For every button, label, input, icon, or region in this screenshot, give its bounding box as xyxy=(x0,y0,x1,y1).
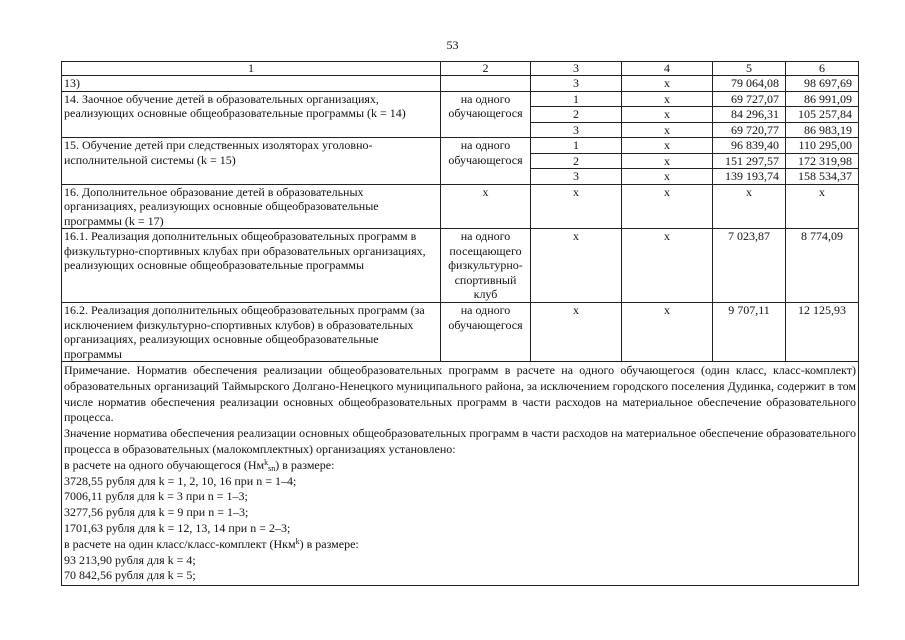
row-value-5: 79 064,08 xyxy=(713,76,786,92)
row-group: 2 xyxy=(531,153,622,169)
note-line: 3277,56 рубля для k = 9 при n = 1–3; xyxy=(64,505,249,520)
row-value-6: 12 125,93 xyxy=(786,303,859,362)
row-group: 1 xyxy=(531,138,622,154)
standards-table xyxy=(61,61,859,586)
note-row xyxy=(62,362,859,586)
row-value-5: 139 193,74 xyxy=(713,169,786,185)
row-col4: x xyxy=(622,229,713,303)
row-col4: x xyxy=(622,76,713,92)
column-header-1: 1 xyxy=(62,62,441,76)
note-line: 3728,55 рубля для k = 1, 2, 10, 16 при n = 1–4; xyxy=(64,473,297,488)
page-number: 53 xyxy=(446,38,459,52)
row-col4: x xyxy=(622,303,713,362)
row-label: 15. Обучение детей при следственных изоляторах уголовно-исполнительной системы (k = 15) xyxy=(62,138,441,185)
note-line: 93 213,90 рубля для k = 4; xyxy=(64,552,196,567)
column-header-5: 5 xyxy=(713,62,786,76)
row-value-6: 158 534,37 xyxy=(786,169,859,185)
note-line: 70 842,56 рубля для k = 5; xyxy=(64,568,196,583)
column-header-2: 2 xyxy=(441,62,531,76)
row-label: 16.1. Реализация дополнительных общеобразовательных программ в физкультурно-спортивных клубах при образовательных организациях, реализующих основные общеобразовательные программы xyxy=(62,229,441,303)
row-label: 16.2. Реализация дополнительных общеобразовательных программ (за исключением физкультурно-спортивных клубов) в образовательных организациях, реализующих основные общеобразовательные программы xyxy=(62,303,441,362)
row-value-5: 7 023,87 xyxy=(713,229,786,303)
note-per-student-heading xyxy=(64,458,856,474)
row-col4: x xyxy=(622,122,713,138)
row-value-5: x xyxy=(713,184,786,229)
row-group: 3 xyxy=(531,76,622,92)
note-per-class-sup: k xyxy=(295,536,300,546)
table-row xyxy=(62,184,859,229)
row-label: 14. Заочное обучение детей в образовательных организациях, реализующих основные общеобразовательные программы (k = 14) xyxy=(62,91,441,138)
row-value-6: 8 774,09 xyxy=(786,229,859,303)
note-per-class-prefix: в расчете на один класс/класс-комплект (Нкм xyxy=(64,536,296,551)
row-value-6: 105 257,84 xyxy=(786,107,859,123)
row-unit xyxy=(441,76,531,92)
row-col4: x xyxy=(622,91,713,107)
row-group: 1 xyxy=(531,91,622,107)
row-value-5: 69 727,07 xyxy=(713,91,786,107)
row-group: 3 xyxy=(531,122,622,138)
row-col4: x xyxy=(622,138,713,154)
row-group: x xyxy=(531,229,622,303)
row-group: 3 xyxy=(531,169,622,185)
column-header-3: 3 xyxy=(531,62,622,76)
note-paragraph-2: Значение норматива обеспечения реализации основных общеобразовательных программ в части расходов на материальное обеспечение образовательного процесса в образовательных (малокомплектных) организациях установлено: xyxy=(64,426,856,456)
row-value-6: 172 319,98 xyxy=(786,153,859,169)
column-header-row xyxy=(62,62,859,76)
row-col4: x xyxy=(622,153,713,169)
table-row xyxy=(62,229,859,303)
row-group: x xyxy=(531,184,622,229)
note-per-student-prefix: в расчете на одного обучающегося (Нм xyxy=(64,457,265,472)
note-per-class-heading xyxy=(64,537,856,553)
row-value-5: 151 297,57 xyxy=(713,153,786,169)
note-line: 1701,63 рубля для k = 12, 13, 14 при n = 2–3; xyxy=(64,520,291,535)
row-unit: x xyxy=(441,184,531,229)
row-col4: x xyxy=(622,169,713,185)
row-value-6: 86 991,09 xyxy=(786,91,859,107)
row-value-6: 110 295,00 xyxy=(786,138,859,154)
row-value-6: 86 983,19 xyxy=(786,122,859,138)
row-unit: на одного обучающегося xyxy=(441,91,531,138)
table-row xyxy=(62,76,859,92)
row-value-5: 9 707,11 xyxy=(713,303,786,362)
row-value-5: 84 296,31 xyxy=(713,107,786,123)
table-row xyxy=(62,303,859,362)
note-per-student-suffix: ) в размере: xyxy=(275,457,335,472)
row-value-6: x xyxy=(786,184,859,229)
row-label: 16. Дополнительное образование детей в образовательных организациях, реализующих основные общеобразовательные программы (k = 17) xyxy=(62,184,441,229)
note-paragraph-1: Примечание. Норматив обеспечения реализации общеобразовательных программ в расчете на одного обучающегося (один класс, класс-комплект) образовательных организаций Таймырского Долгано-Ненецкого муниципального района, за исключением городского поселения Дудинка, содержит в том числе норматив обеспечения реализации основных общеобразовательных программ в части расходов на материальное обеспечение образовательного процесса. xyxy=(64,363,856,425)
row-unit: на одного посещающего физкультурно-спортивный клуб xyxy=(441,229,531,303)
row-col4: x xyxy=(622,107,713,123)
row-value-6: 98 697,69 xyxy=(786,76,859,92)
table-row xyxy=(62,91,859,107)
row-unit: на одного обучающегося xyxy=(441,303,531,362)
row-unit: на одного обучающегося xyxy=(441,138,531,185)
row-group: 2 xyxy=(531,107,622,123)
row-value-5: 96 839,40 xyxy=(713,138,786,154)
note-per-student-sup: k xyxy=(264,457,269,467)
row-col4: x xyxy=(622,184,713,229)
note-per-class-suffix: ) в размере: xyxy=(299,536,359,551)
column-header-4: 4 xyxy=(622,62,713,76)
note-line: 7006,11 рубля для k = 3 при n = 1–3; xyxy=(64,489,248,504)
column-header-6: 6 xyxy=(786,62,859,76)
note-cell xyxy=(62,362,859,586)
row-value-5: 69 720,77 xyxy=(713,122,786,138)
row-group: x xyxy=(531,303,622,362)
row-label: 13) xyxy=(62,76,441,92)
table-row xyxy=(62,138,859,154)
note-per-student-sub: sn xyxy=(268,463,276,473)
